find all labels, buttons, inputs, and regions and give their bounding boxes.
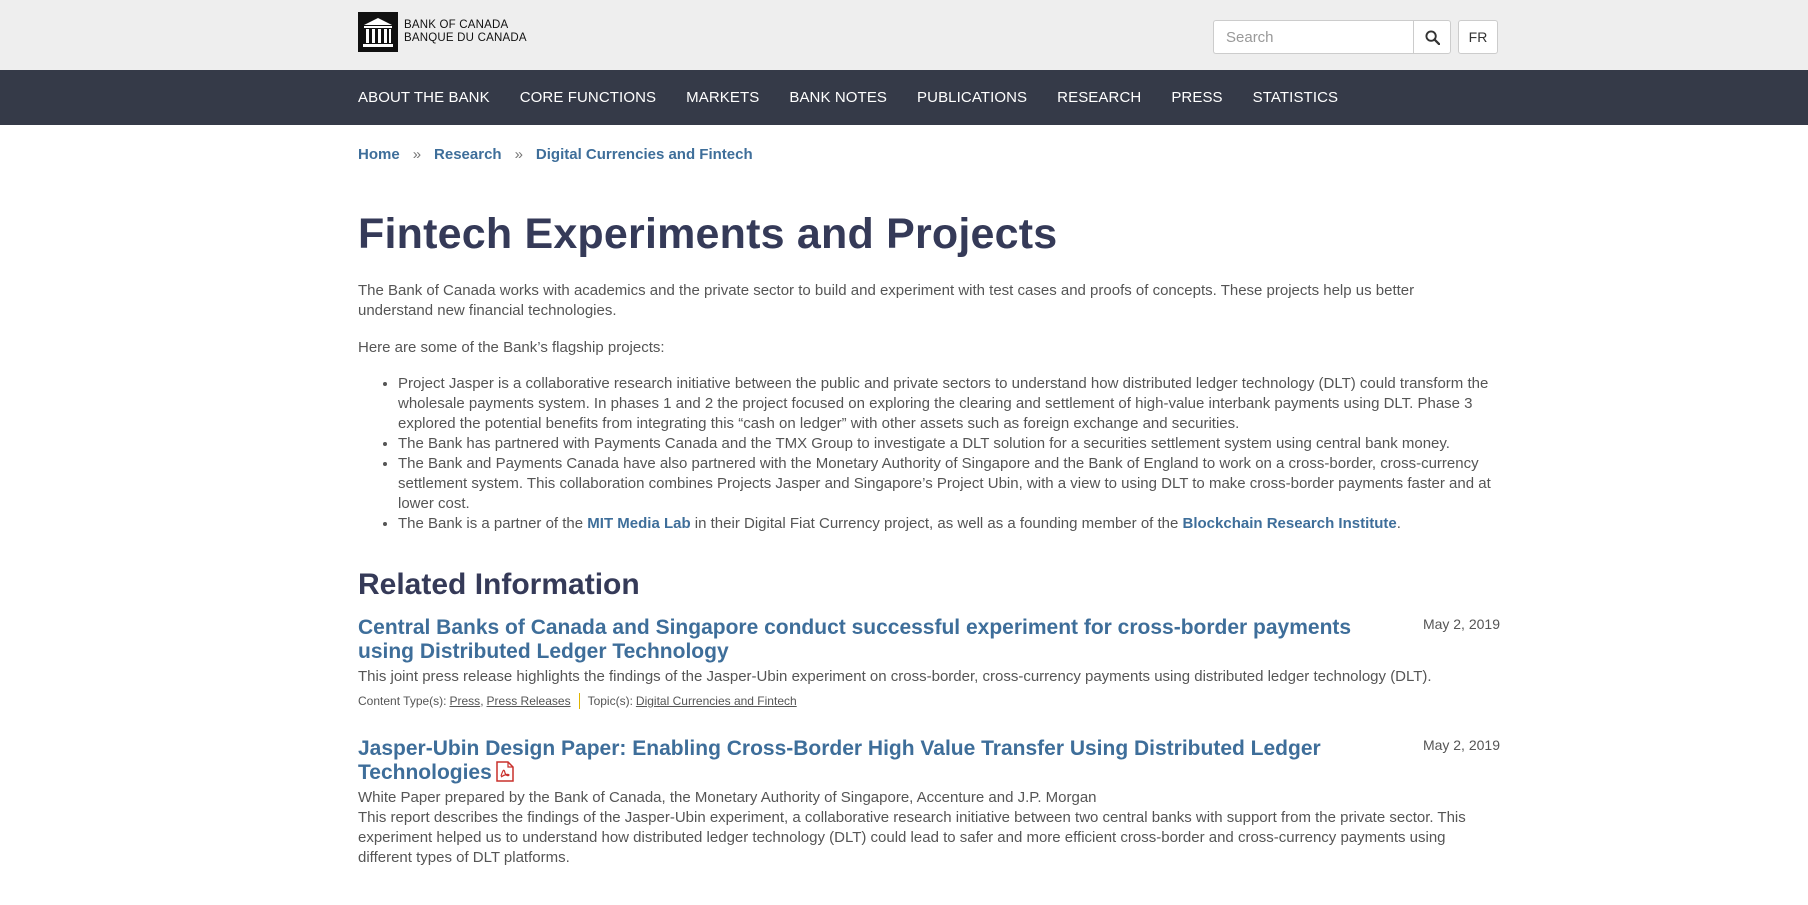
related-item bbox=[358, 616, 1500, 709]
nav-item-press[interactable]: PRESS bbox=[1171, 89, 1223, 106]
list-item: • The Bank has partnered with Payments Canada and the TMX Group to investigate a DLT solution for a securities settlement system using central bank money. bbox=[398, 434, 1500, 454]
list-item: • The Bank and Payments Canada have also partnered with the Monetary Authority of Singapore and the Bank of England to work on a cross-border, cross-currency settlement system. This collaboration combines Projects Jasper and Singapore’s Project Ubin, with a view to using DLT to make cross-border payments faster and at lower cost. bbox=[398, 454, 1500, 514]
nav-item-statistics[interactable]: STATISTICS bbox=[1252, 89, 1339, 106]
breadcrumb bbox=[358, 146, 1500, 163]
logo-line-1: BANK OF CANADA bbox=[404, 19, 509, 31]
logo-line-2: BANQUE DU CANADA bbox=[404, 32, 527, 44]
related-information-heading: Related Information bbox=[358, 568, 640, 601]
list-item bbox=[398, 514, 1500, 534]
intro-paragraph: The Bank of Canada works with academics and the private sector to build and experiment with test cases and proofs of concepts. These projects help us better understand new financial technologies. bbox=[358, 282, 1415, 319]
nav-item-research[interactable]: RESEARCH bbox=[1057, 89, 1142, 106]
breadcrumb-research[interactable]: Research bbox=[434, 146, 502, 163]
mit-media-lab-link[interactable]: MIT Media Lab bbox=[587, 515, 691, 532]
related-item-title-link[interactable]: Central Banks of Canada and Singapore conduct successful experiment for cross-border payments using Distributed Ledger Technology bbox=[358, 616, 1352, 663]
related-item-date: May 2, 2019 bbox=[1422, 737, 1500, 753]
related-item bbox=[358, 737, 1500, 868]
breadcrumb-digital-currencies[interactable]: Digital Currencies and Fintech bbox=[535, 146, 753, 163]
project4-text-after: . bbox=[1396, 515, 1401, 532]
topic-link[interactable]: Digital Currencies and Fintech bbox=[635, 694, 797, 708]
related-item-meta bbox=[358, 693, 1500, 709]
content-type-press-releases-link[interactable]: Press Releases bbox=[486, 694, 571, 708]
list-item: • Project Jasper is a collaborative research initiative between the public and private sectors to understand how distributed ledger technology (DLT) could transform the wholesale payments system. In phases 1 and 2 the project focused on exploring the clearing and settlement of high-value interbank payments using DLT. Phase 3 explored the potential benefits from integrating this “cash on ledger” with other assets such as foreign exchange and securities. bbox=[398, 374, 1500, 434]
related-item-description: This report describes the findings of the Jasper-Ubin experiment, a collaborative research initiative between two central banks with support from the private sector. This experiment helped us to understand how distributed ledger technology (DLT) could lead to safer and more efficient cross-border and cross-currency payments using different types of DLT platforms. bbox=[358, 809, 1466, 866]
language-toggle-button[interactable]: FR bbox=[1458, 20, 1498, 54]
breadcrumb-separator: » bbox=[514, 146, 523, 163]
content-type-press-link[interactable]: Press bbox=[449, 694, 481, 708]
related-item-description: This joint press release highlights the findings of the Jasper-Ubin experiment on cross-border, cross-currency payments using distributed ledger technology (DLT). bbox=[358, 668, 1432, 685]
search-button[interactable] bbox=[1413, 20, 1451, 54]
nav-item-publications[interactable]: PUBLICATIONS bbox=[917, 89, 1028, 106]
breadcrumb-home[interactable]: Home bbox=[358, 146, 400, 163]
logo-text bbox=[404, 19, 527, 45]
project4-text-middle: in their Digital Fiat Currency project, as well as a founding member of the bbox=[690, 515, 1183, 532]
search-input[interactable] bbox=[1213, 20, 1413, 54]
bank-logo-icon bbox=[358, 12, 398, 52]
related-item-subtitle: White Paper prepared by the Bank of Canada, the Monetary Authority of Singapore, Accenture and J.P. Morgan bbox=[358, 789, 1097, 806]
nav-item-bank-notes[interactable]: BANK NOTES bbox=[789, 89, 888, 106]
projects-lead: Here are some of the Bank’s flagship projects: bbox=[358, 339, 665, 356]
projects-list bbox=[358, 374, 1500, 534]
search-icon bbox=[1425, 30, 1440, 45]
site-header bbox=[0, 0, 1808, 70]
pdf-icon bbox=[496, 761, 514, 782]
main-nav bbox=[358, 70, 1368, 125]
topic-label: Topic(s): bbox=[587, 694, 633, 708]
bank-logo[interactable] bbox=[358, 12, 527, 52]
related-item-title-link[interactable] bbox=[358, 737, 1398, 785]
blockchain-research-institute-link[interactable]: Blockchain Research Institute bbox=[1182, 515, 1397, 532]
project4-text-before: The Bank is a partner of the bbox=[398, 515, 588, 532]
nav-item-core-functions[interactable]: CORE FUNCTIONS bbox=[519, 89, 657, 106]
related-item-title-text: Jasper-Ubin Design Paper: Enabling Cross-Border High Value Transfer Using Distributed Ledger Technologies bbox=[358, 737, 1321, 784]
main-content bbox=[358, 125, 1500, 868]
related-item-date: May 2, 2019 bbox=[1422, 616, 1500, 632]
nav-item-markets[interactable]: MARKETS bbox=[686, 89, 760, 106]
content-type-label: Content Type(s): bbox=[358, 694, 447, 708]
meta-comma: , bbox=[480, 694, 484, 708]
nav-item-about[interactable]: ABOUT THE BANK bbox=[358, 89, 490, 106]
meta-divider bbox=[579, 693, 580, 709]
page-title: Fintech Experiments and Projects bbox=[358, 210, 1058, 258]
search-form bbox=[1213, 20, 1451, 54]
breadcrumb-separator: » bbox=[412, 146, 422, 163]
